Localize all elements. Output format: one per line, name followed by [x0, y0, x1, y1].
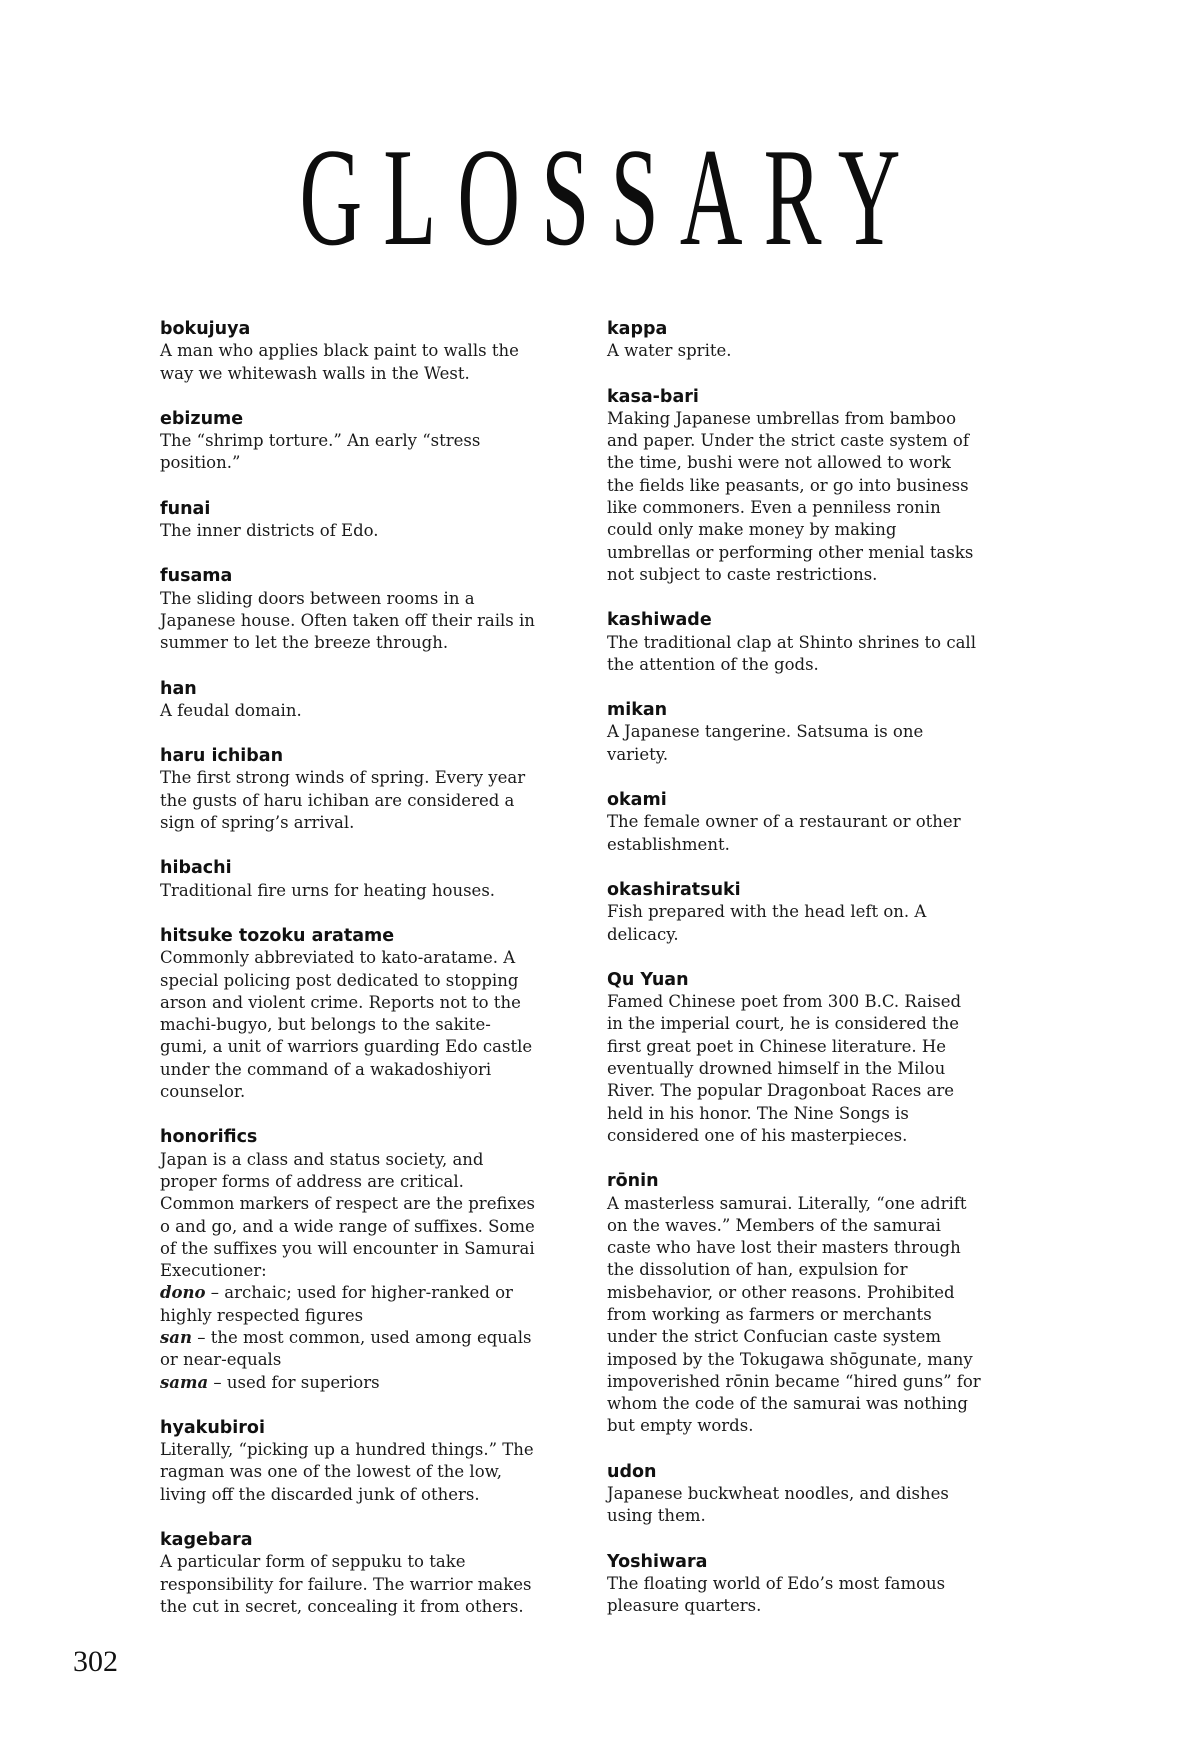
glossary-entry: [160, 1529, 535, 1618]
glossary-entry: [160, 925, 535, 1103]
glossary-term: bokujuya: [160, 319, 251, 339]
glossary-entry: [160, 565, 535, 654]
glossary-definition: Famed Chinese poet from 300 B.C. Raised in the imperial court, he is considered the first great poet in Chinese literature. He eventually drowned himself in the Milou River. The popular Dragonboat Races are held in his honor. The Nine Songs is considered one of his masterpieces.: [607, 992, 962, 1145]
glossary-entry: [607, 1170, 982, 1438]
glossary-term: hitsuke tozoku aratame: [160, 925, 395, 946]
glossary-term: udon: [607, 1461, 657, 1482]
glossary-term: kappa: [607, 319, 668, 339]
glossary-definition: The sliding doors between rooms in a Japanese house. Often taken off their rails in summer to let the breeze through.: [160, 588, 535, 653]
glossary-entry: [160, 1126, 535, 1394]
glossary-definition: Japan is a class and status society, and proper forms of address are critical. Common markers of respect are the prefixes o and go, and a wide range of suffixes. Some of the suffixes you will encounter in Samurai Executioner:: [160, 1149, 535, 1281]
glossary-definition: Commonly abbreviated to kato-aratame. A special policing post dedicated to stopping arson and violent crime. Reports not to the machi-bugyo, but belongs to the sakite-gumi, a unit of warriors guarding Edo castle under the command of a wakadoshiyori counselor.: [160, 948, 533, 1102]
glossary-term: han: [160, 678, 197, 699]
glossary-entry: [160, 318, 535, 385]
glossary-definition: Japanese buckwheat noodles, and dishes using them.: [607, 1484, 949, 1526]
page-number: 302: [73, 1645, 118, 1678]
glossary-entry: [607, 386, 982, 587]
glossary-term: fusama: [160, 566, 233, 587]
honorific-suffix: [160, 1372, 535, 1394]
glossary-definition: Traditional fire urns for heating houses.: [160, 880, 496, 900]
glossary-definition: The “shrimp torture.” An early “stress position.”: [160, 431, 481, 473]
page-title: GLOSSARY: [299, 120, 922, 275]
suffix-text: – archaic; used for higher-ranked or highly respected figures: [160, 1283, 513, 1325]
glossary-entry: [160, 408, 535, 475]
suffix-text: – used for superiors: [213, 1372, 380, 1392]
glossary-entry: [160, 498, 535, 543]
glossary-term: rōnin: [607, 1171, 659, 1192]
suffix-word: dono: [160, 1283, 206, 1303]
glossary-entry: [607, 879, 982, 946]
honorific-suffix: [160, 1282, 535, 1327]
glossary-definition: A Japanese tangerine. Satsuma is one variety.: [607, 722, 924, 764]
glossary-definition: Making Japanese umbrellas from bamboo and paper. Under the strict caste system of the time, bushi were not allowed to work the fields like peasants, or go into business like commoners. Even a penniless ronin could only make money by making umbrellas or performing other menial tasks not subject to caste restrictions.: [607, 408, 974, 584]
glossary-term: Yoshiwara: [607, 1551, 708, 1572]
glossary-term: kagebara: [160, 1530, 253, 1551]
glossary-term: mikan: [607, 700, 668, 721]
glossary-term: okami: [607, 790, 667, 811]
glossary-term: kasa-bari: [607, 386, 699, 407]
glossary-entry: [607, 969, 982, 1147]
glossary-definition: The traditional clap at Shinto shrines to call the attention of the gods.: [607, 632, 976, 674]
glossary-entry: [607, 1461, 982, 1528]
glossary-term: hibachi: [160, 858, 232, 879]
suffix-word: san: [160, 1327, 192, 1347]
glossary-term: ebizume: [160, 408, 244, 429]
glossary-term: okashiratsuki: [607, 879, 741, 900]
glossary-definition: Fish prepared with the head left on. A delicacy.: [607, 902, 927, 944]
glossary-entry: [607, 318, 982, 363]
honorific-suffix: [160, 1327, 535, 1372]
glossary-definition: The female owner of a restaurant or other establishment.: [607, 812, 961, 854]
glossary-entry: [160, 857, 535, 902]
glossary-term: haru ichiban: [160, 746, 284, 767]
suffix-word: sama: [160, 1372, 209, 1392]
glossary-term: funai: [160, 498, 211, 519]
glossary-entry: [607, 609, 982, 676]
suffix-text: – the most common, used among equals or near-equals: [160, 1327, 532, 1370]
glossary-entry: [160, 1417, 535, 1506]
glossary-definition: A particular form of seppuku to take responsibility for failure. The warrior makes the cut in secret, concealing it from others.: [160, 1552, 532, 1616]
glossary-entry: [607, 699, 982, 766]
glossary-term: Qu Yuan: [607, 969, 689, 990]
glossary-definition: The floating world of Edo’s most famous pleasure quarters.: [607, 1573, 946, 1616]
glossary-entry: [160, 678, 535, 723]
glossary-definition: The inner districts of Edo.: [160, 521, 379, 541]
glossary-term: kashiwade: [607, 610, 712, 631]
glossary-left-column: [160, 318, 535, 1641]
glossary-definition: A feudal domain.: [160, 700, 302, 720]
glossary-right-column: [607, 318, 982, 1641]
glossary-definition: A man who applies black paint to walls the way we whitewash walls in the West.: [160, 341, 519, 383]
glossary-definition: A masterless samurai. Literally, “one adrift on the waves.” Members of the samurai caste who have lost their masters through the dissolution of han, expulsion for misbehavior, or other reasons. Prohibited from working as farmers or merchants under the strict Confucian caste system imposed by the Tokugawa shōgunate, many impoverished rōnin became “hired guns” for whom the code of the samurai was nothing but empty words.: [607, 1193, 981, 1436]
glossary-term: honorifics: [160, 1127, 258, 1148]
glossary-entry: [160, 745, 535, 834]
glossary-definition: A water sprite.: [607, 341, 732, 361]
glossary-definition: Literally, “picking up a hundred things.” The ragman was one of the lowest of the low, living off the discarded junk of others.: [160, 1440, 534, 1504]
glossary-entry: [607, 1551, 982, 1618]
glossary-definition: The first strong winds of spring. Every year the gusts of haru ichiban are considered a sign of spring’s arrival.: [160, 768, 526, 833]
glossary-term: hyakubiroi: [160, 1417, 265, 1438]
glossary-entry: [607, 789, 982, 856]
